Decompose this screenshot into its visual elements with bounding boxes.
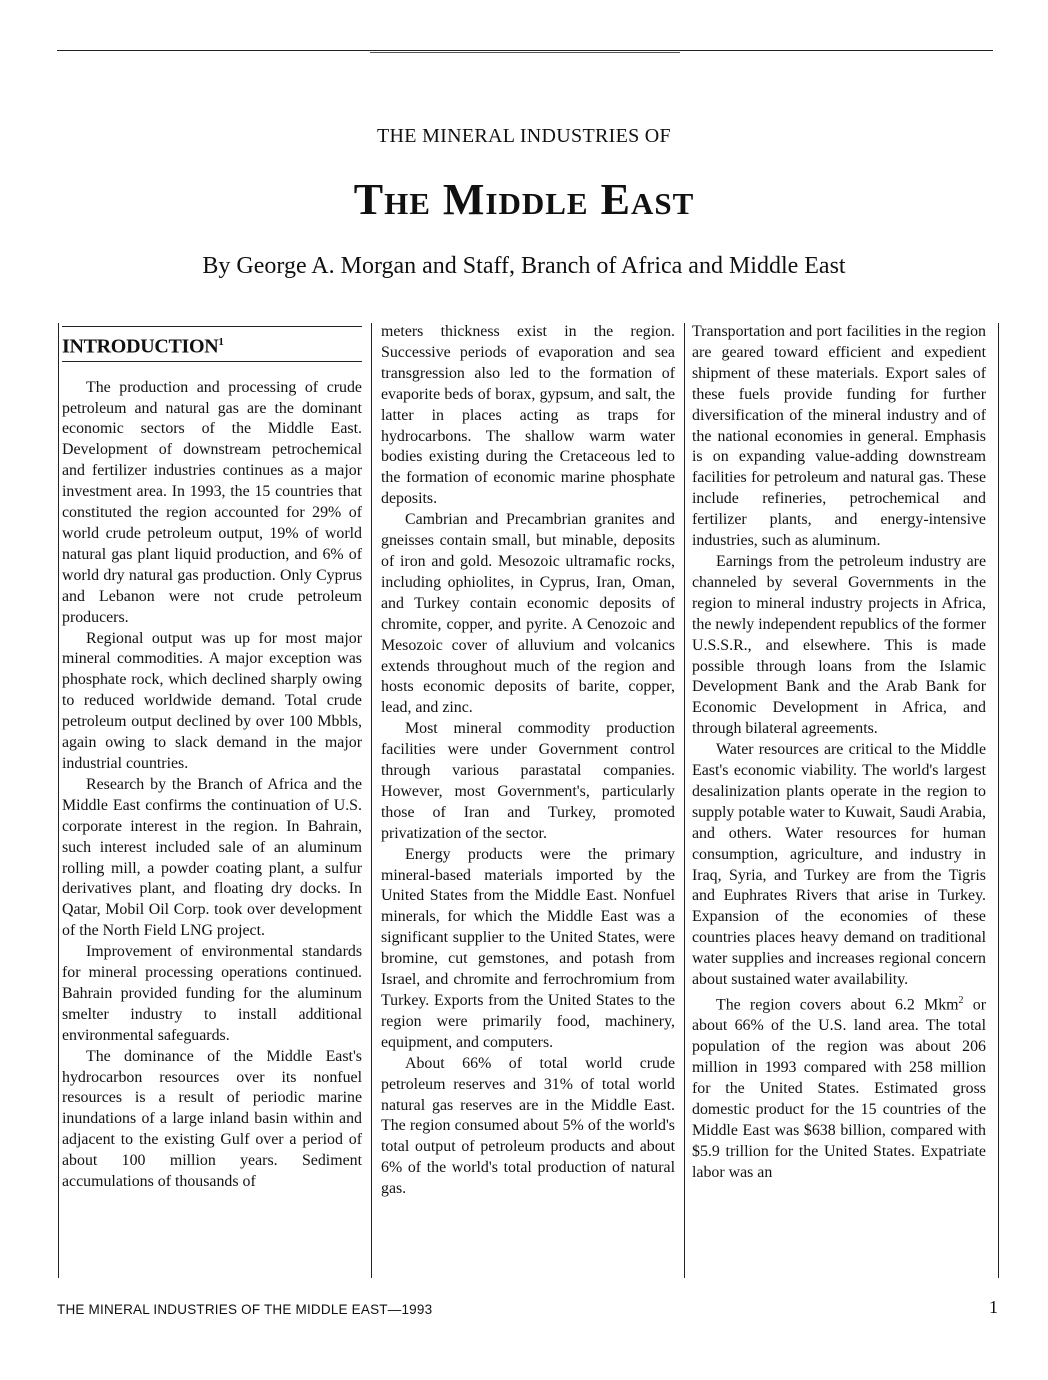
paragraph: Earnings from the petroleum industry are channeled by several Governments in the region to mineral industry projects in Africa, the newly independent republics of the former U.S.S.R., and elsewhere. This is made possible through loans from the Islamic Development Bank and the Arab Bank for Economic Development in Africa, and through bilateral agreements. bbox=[692, 552, 986, 738]
paragraph: Cambrian and Precambrian granites and gneisses contain small, but minable, deposits of iron and gold. Mesozoic ultramafic rocks, including ophiolites, in Cyprus, Iran, Oman, and Turkey contain economic deposits of chromite, copper, and pyrite. A Cenozoic and Mesozoic cover of alluvium and volcanics extends throughout much of the region and hosts economic deposits of barite, copper, lead, and zinc. bbox=[381, 511, 675, 717]
paragraph: Water resources are critical to the Middle East's economic viability. The world's largest desalinization plants operate in the region to supply potable water to Kuwait, Saudi Arabia, and others. Water resources for human consumption, agriculture, and industry in Iraq, Syria, and Turkey are from the Tigris and Euphrates Rivers that arise in Turkey. Expansion of the economies of these countries places heavy demand on traditional water supplies and increases regional concern about sustained water availability. bbox=[692, 741, 986, 989]
paragraph: Transportation and port facilities in the region are geared toward efficient and expedient shipment of these materials. Export sales of these fuels provide funding for further diversification of the mineral industry and of the national economies in general. Emphasis is on expanding value-adding downstream facilities for petroleum and natural gas. These include refineries, petrochemical and fertilizer plants, and energy-intensive industries, such as aluminum. bbox=[692, 323, 986, 550]
paragraph: Research by the Branch of Africa and the Middle East confirms the continuation of U.S. corporate interest in the region. In Bahrain, such interest included sale of an aluminum rolling mill, a powder coating plant, a sulfur derivatives plant, and floating dry docks. In Qatar, Mobil Oil Corp. took over development of the North Field LNG project. bbox=[62, 775, 362, 940]
paragraph: The dominance of the Middle East's hydrocarbon resources over its nonfuel resources is a result of periodic marine inundations of a large inland basin within and adjacent to the existing Gulf over a period of about 100 million years. Sediment accumulations of thousands of bbox=[62, 1047, 362, 1191]
paragraph: Most mineral commodity production facilities were under Government control through various parastatal companies. However, most Government's, particularly those of Iran and Turkey, promoted privatization of the sector. bbox=[381, 720, 675, 842]
column-rule-left bbox=[58, 323, 59, 1278]
column-rule-right bbox=[998, 323, 999, 1278]
paragraph bbox=[692, 991, 986, 1183]
paragraph: The production and processing of crude petroleum and natural gas are the dominant economic sectors of the Middle East. Development of downstream petrochemical and fertilizer industries continues as a major investment area. In 1993, the 15 countries that constituted the region accounted for 29% of world crude petroleum output, 19% of world natural gas plant liquid production, and 6% of world dry natural gas production. Only Cyprus and Lebanon were not crude petroleum producers. bbox=[62, 378, 362, 626]
top-rule-accent bbox=[370, 52, 680, 53]
title-kicker: THE MINERAL INDUSTRIES OF bbox=[377, 125, 671, 147]
column-1 bbox=[62, 320, 362, 1193]
paragraph: Energy products were the primary mineral-based materials imported by the United States from the Middle East. Nonfuel minerals, for which the Middle East was a significant supplier to the United States, were bromine, cut gemstones, and potash from Israel, and chromite and ferrochromium from Turkey. Exports from the United States to the region were primarily food, machinery, equipment, and computers. bbox=[381, 845, 675, 1051]
footnote-mark: 1 bbox=[218, 336, 224, 348]
section-rule-bottom bbox=[62, 361, 362, 362]
paragraph: Improvement of environmental standards for mineral processing operations continued. Bahrain provided funding for the aluminum smelter industry to install additional environmental safeguards. bbox=[62, 943, 362, 1044]
page-number: 1 bbox=[989, 1297, 998, 1317]
page-title: The Middle East bbox=[353, 175, 695, 224]
section-heading-text: INTRODUCTION bbox=[62, 335, 219, 358]
paragraph: Regional output was up for most major mineral commodities. A major exception was phosphate rock, which declined sharply owing to reduced worldwide demand. Total crude petroleum output declined by over 100 Mbbls, again owing to slack demand in the major industrial countries. bbox=[62, 629, 362, 772]
byline: By George A. Morgan and Staff, Branch of Africa and Middle East bbox=[202, 253, 846, 279]
column-2 bbox=[381, 322, 675, 1200]
top-rule bbox=[57, 50, 993, 51]
section-rule-top bbox=[62, 326, 362, 327]
paragraph-text: or about 66% of the U.S. land area. The total population of the region was about 206 million in 1993 compared with 258 million for the United States. Estimated gross domestic product for the 15 countries of the Middle East was $638 billion, compared with $5.9 trillion for the United States. Expatriate labor was an bbox=[692, 996, 986, 1181]
superscript: 2 bbox=[958, 995, 964, 1006]
column-3 bbox=[692, 322, 986, 1183]
running-footer: THE MINERAL INDUSTRIES OF THE MIDDLE EAST—1993 bbox=[57, 1302, 433, 1317]
paragraph-text: The region covers about 6.2 Mkm bbox=[716, 996, 959, 1014]
paragraph: meters thickness exist in the region. Successive periods of evaporation and sea transgression also led to the formation of evaporite beds of borax, gypsum, and salt, the latter in places acting as traps for hydrocarbons. The shallow warm water bodies existing during the Cretaceous led to the formation of economic marine phosphate deposits. bbox=[381, 323, 675, 508]
section-heading bbox=[62, 330, 362, 359]
paragraph: About 66% of total world crude petroleum reserves and 31% of total world natural gas reserves are in the Middle East. The region consumed about 5% of the world's total output of petroleum products and about 6% of the world's total production of natural gas. bbox=[381, 1054, 675, 1198]
column-rule-2 bbox=[684, 323, 685, 1278]
column-rule-1 bbox=[371, 323, 372, 1278]
